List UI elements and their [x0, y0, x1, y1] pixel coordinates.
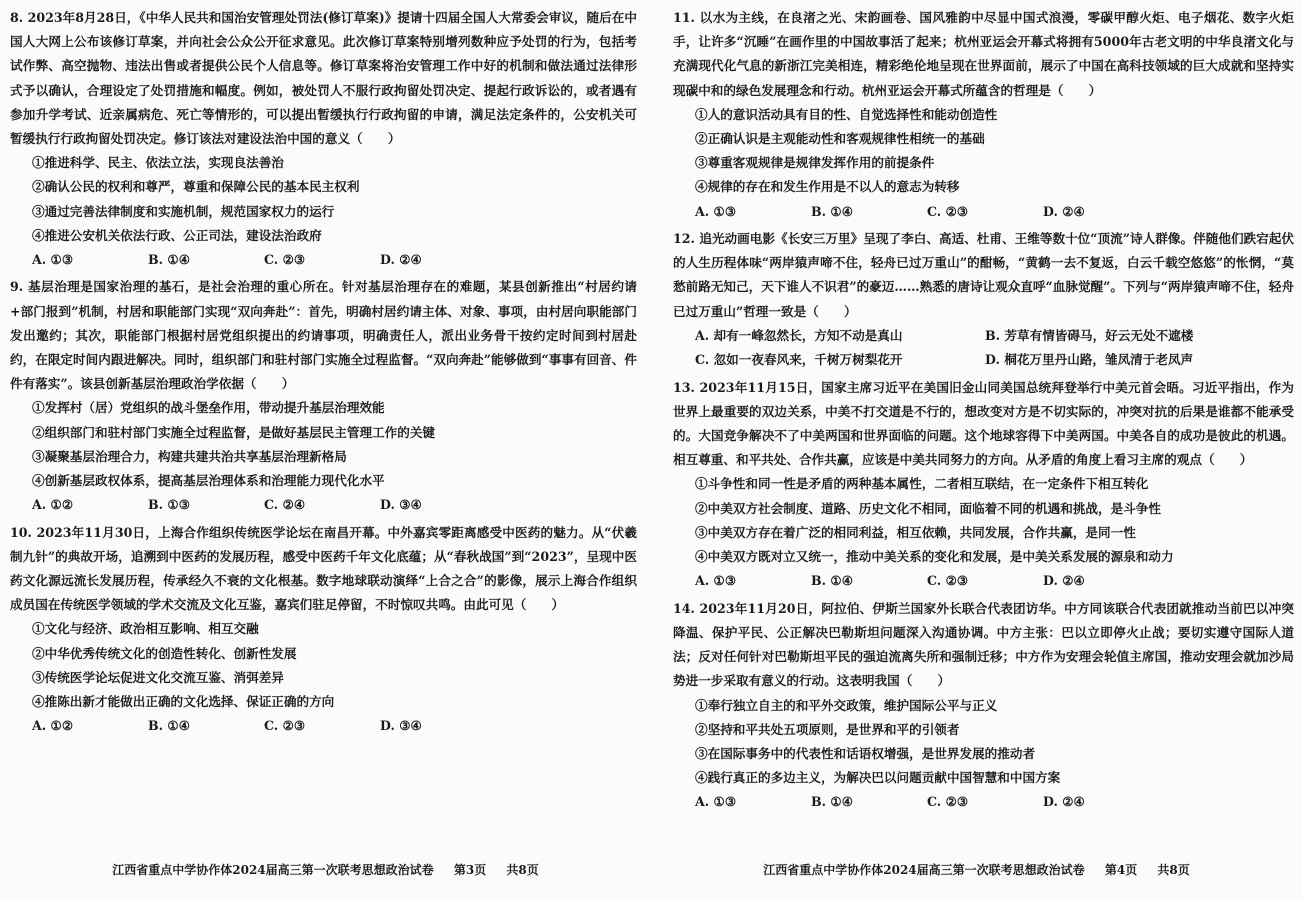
footer-page-number: 第4页: [1104, 863, 1138, 877]
statement-option: ③在国际事务中的代表性和话语权增强，是世界发展的推动者: [695, 745, 1036, 761]
answer-choice: D. ②④: [380, 252, 422, 268]
statement-option: ②中华优秀传统文化的创造性转化、创新性发展: [32, 645, 297, 661]
statement-option: ③凝聚基层治理合力，构建共建共治共享基层治理新格局: [32, 448, 347, 464]
footer-total-pages: 共8页: [1157, 863, 1190, 877]
answer-choice: C. 忽如一夜春风来，千树万树梨花开: [695, 352, 903, 368]
answer-choice: C. ②③: [927, 203, 969, 219]
answer-choice: A. 却有一峰忽然长，方知不动是真山: [695, 327, 903, 343]
question-text: 2023年8月28日，《中华人民共和国治安管理处罚法(修订草案)》提请十四届全国人大常委会审议，随后在中国人大网上公布该修订草案，并向社会公众公开征求意见。此次修订草案特别增列数种应予处罚的行为，包括考试作弊、高空抛物、违法出售或者提供公民个人信息等。修订草案将治安管理工作中好的机制和做法通过法律形式予以确认，合理设定了处罚措施和幅度。例如，被处罚人不服行政拘留处罚决定、提起行政诉讼的，或者遇有参加升学考试、近亲属病危、死亡等情形的，可以提出暂缓执行行政拘留的申请，满足法定条件的，公安机关可暂缓执行行政拘留处罚决定。修订该法对建设法治中国的意义（ ）: [10, 10, 637, 147]
answer-choices: [10, 248, 637, 272]
page-footer: [651, 861, 1302, 878]
answer-choice: A. ①③: [695, 794, 737, 810]
statement-option: ②组织部门和驻村部门实施全过程监督，是做好基层民主管理工作的关键: [32, 424, 435, 440]
question-item: [673, 597, 1294, 815]
answer-choice: D. ③④: [380, 497, 422, 513]
answer-choice: B. ①④: [811, 203, 853, 219]
footer-title: 江西省重点中学协作体2024届高三第一次联考思想政治试卷: [112, 863, 434, 877]
statement-option: ①人的意识活动具有目的性、自觉选择性和能动创造性: [695, 106, 998, 122]
question-text: 追光动画电影《长安三万里》呈现了李白、高适、杜甫、王维等数十位“顶流”诗人群像。伴随他们跌宕起伏的人生历程体味“两岸猿声啼不住，轻舟已过万重山”的酣畅，“黄鹤一去不复返，白云千载空悠悠”的怅惘，“莫愁前路无知己，天下谁人不识君”的豪迈……熟悉的唐诗让观众直呼“血脉觉醒”。下列与“两岸猿声啼不住，轻舟已过万重山”哲理一致是（ ）: [673, 231, 1294, 319]
question-text: 2023年11月30日，上海合作组织传统医学论坛在南昌开幕。中外嘉宾零距离感受中医药的魅力。从“伏羲制九针”的典故开场，追溯到中医药的发展历程，感受中医药千年文化底蕴；从“春秋战国”到“2023”，呈现中医药文化源远流长发展历程，传承经久不衰的文化根基。数字地球联动演绎“上合之合”的影像，展示上海合作组织成员国在传统医学领域的学术交流及文化互鉴，嘉宾们驻足停留，不时惊叹共鸣。由此可见（ ）: [10, 524, 637, 613]
question-text: 基层治理是国家治理的基石，是社会治理的重心所在。针对基层治理存在的难题，某县创新推出“村居约请+部门报到”机制，村居和职能部门实现“双向奔赴”：首先，明确村居约请主体、对象、事项，由村居向职能部门发出邀约；其次，职能部门根据村居党组织提出的约请事项，明确责任人，派出业务骨干按约定时间到村居赴约，在限定时间内跟进解决。同时，组织部门和驻村部门实施全过程监督。“双向奔赴”能够做到“事事有回音、件件有落实”。该县创新基层治理政治学依据（ ）: [10, 279, 637, 392]
question-stem: [10, 6, 637, 151]
answer-choice: A. ①③: [32, 252, 74, 268]
answer-choice: D. ②④: [1043, 203, 1085, 219]
statement-option: ④践行真正的多边主义，为解决巴以问题贡献中国智慧和中国方案: [695, 770, 1061, 786]
question-number: 8.: [10, 10, 24, 25]
answer-choice: C. ②③: [264, 718, 306, 734]
statement-option: ④推进公安机关依法行政、公正司法，建设法治政府: [32, 227, 322, 243]
answer-choice: D. ③④: [380, 718, 422, 734]
statement-option: ④中美双方既对立又统一，推动中美关系的变化和发展，是中美关系发展的源泉和动力: [695, 549, 1174, 565]
answer-choice: D. ②④: [1043, 573, 1085, 589]
answer-choice: D. 桐花万里丹山路，雏凤清于老凤声: [985, 352, 1194, 368]
answer-choice: B. ①④: [148, 252, 190, 268]
answer-choice: D. ②④: [1043, 794, 1085, 810]
answer-choice: A. ①③: [695, 203, 737, 219]
question-stem: [673, 227, 1294, 324]
answer-choice: B. ①④: [811, 794, 853, 810]
footer-page-number: 第3页: [453, 863, 487, 877]
answer-choice: C. ②④: [264, 497, 306, 513]
statement-option: ②确认公民的权利和尊严，尊重和保障公民的基本民主权利: [32, 179, 360, 195]
footer-total-pages: 共8页: [506, 863, 539, 877]
question-number: 12.: [673, 231, 695, 247]
answer-choices: [673, 790, 1294, 814]
page-4: [651, 0, 1302, 900]
answer-choice: A. ①②: [32, 718, 74, 734]
question-list: [673, 6, 1294, 815]
answer-choice: B. 芳草有情皆碍马，好云无处不遮楼: [985, 327, 1194, 343]
question-number: 11.: [673, 10, 695, 25]
question-stem: [673, 6, 1294, 103]
statement-option: ④创新基层政权体系，提高基层治理体系和治理能力现代化水平: [32, 473, 385, 489]
statement-option: ①发挥村（居）党组织的战斗堡垒作用，带动提升基层治理效能: [32, 400, 385, 416]
answer-choice: B. ①④: [811, 573, 853, 589]
statement-option: ④规律的存在和发生作用是不以人的意志为转移: [695, 179, 960, 195]
answer-choice: C. ②③: [927, 573, 969, 589]
answer-choice: B. ①③: [148, 497, 190, 513]
statement-option: ③通过完善法律制度和实施机制，规范国家权力的运行: [32, 203, 335, 219]
statement-option: ③中美双方存在着广泛的相同利益，相互依赖，共同发展，合作共赢，是同一性: [695, 524, 1136, 540]
question-item: [673, 227, 1294, 373]
question-text: 2023年11月15日，国家主席习近平在美国旧金山同美国总统拜登举行中美元首会晤。习近平指出，作为世界上最重要的双边关系，中美不打交道是不行的，想改变对方是不切实际的，冲突对抗的后果是谁都不能承受的。大国竞争解决不了中美两国和世界面临的问题。这个地球容得下中美两国。中美各自的成功是彼此的机遇。相互尊重、和平共处、合作共赢，应该是中美共同努力的方向。从矛盾的角度上看习主席的观点（ ）: [673, 379, 1294, 468]
answer-choice: A. ①②: [32, 497, 74, 513]
answer-choices: [10, 493, 637, 517]
question-stem: [10, 275, 637, 396]
answer-choice: B. ①④: [148, 718, 190, 734]
question-item: [673, 6, 1294, 224]
statement-option: ①文化与经济、政治相互影响、相互交融: [32, 621, 259, 637]
statement-option: ①斗争性和同一性是矛盾的两种基本属性，二者相互联结，在一定条件下相互转化: [695, 476, 1149, 492]
question-stem: [10, 521, 637, 618]
statement-option: ①推进科学、民主、依法立法，实现良法善治: [32, 155, 284, 171]
footer-title: 江西省重点中学协作体2024届高三第一次联考思想政治试卷: [763, 863, 1085, 877]
statement-option: ③尊重客观规律是规律发挥作用的前提条件: [695, 155, 935, 171]
answer-choices: [673, 324, 1294, 373]
statement-option: ②中美双方社会制度、道路、历史文化不相同，面临着不同的机遇和挑战，是斗争性: [695, 500, 1161, 516]
statement-option: ②正确认识是主观能动性和客观规律性相统一的基础: [695, 131, 985, 147]
question-item: [10, 6, 637, 272]
answer-choice: C. ②③: [927, 794, 969, 810]
question-item: [10, 275, 637, 517]
answer-choices: [673, 200, 1294, 224]
answer-choices: [673, 569, 1294, 593]
statement-option: ④推陈出新才能做出正确的文化选择、保证正确的方向: [32, 694, 335, 710]
question-item: [673, 376, 1294, 594]
answer-choice: A. ①③: [695, 573, 737, 589]
question-number: 9.: [10, 279, 24, 295]
statement-option: ②坚持和平共处五项原则，是世界和平的引领者: [695, 721, 960, 737]
question-number: 13.: [673, 379, 695, 395]
question-text: 2023年11月20日，阿拉伯、伊斯兰国家外长联合代表团访华。中方同该联合代表团就推动当前巴以冲突降温、保护平民、公正解决巴勒斯坦问题深入沟通协调。中方主张：巴以立即停火止战；要切实遵守国际人道法；反对任何针对巴勒斯坦平民的强迫流离失所和强制迁移；中方作为安理会轮值主席国，推动安理会就加沙局势进一步采取有意义的行动。这表明我国（ ）: [673, 600, 1294, 689]
question-number: 10.: [10, 524, 32, 540]
answer-choice: C. ②③: [264, 252, 306, 268]
question-number: 14.: [673, 600, 695, 616]
page-footer: [0, 861, 651, 878]
question-stem: [673, 376, 1294, 473]
question-text: 以水为主线，在良渚之光、宋韵画卷、国风雅韵中尽显中国式浪漫，零碳甲醇火炬、电子烟花、数字火炬手，让许多“沉睡”在画作里的中国故事活了起来；杭州亚运会开幕式将拥有5000年古老文明的中华良渚文化与充满现代化气息的新浙江完美相连，精彩绝伦地呈现在世界面前，展示了中国在高科技领域的巨大成就和坚持实现碳中和的绿色发展理念和行动。杭州亚运会开幕式所蕴含的哲理是（ ）: [673, 10, 1294, 98]
question-list: [10, 6, 637, 739]
statement-option: ③传统医学论坛促进文化交流互鉴、消弭差异: [32, 669, 284, 685]
question-item: [10, 521, 637, 739]
question-stem: [673, 597, 1294, 694]
answer-choices: [10, 714, 637, 738]
statement-option: ①奉行独立自主的和平外交政策，维护国际公平与正义: [695, 697, 998, 713]
